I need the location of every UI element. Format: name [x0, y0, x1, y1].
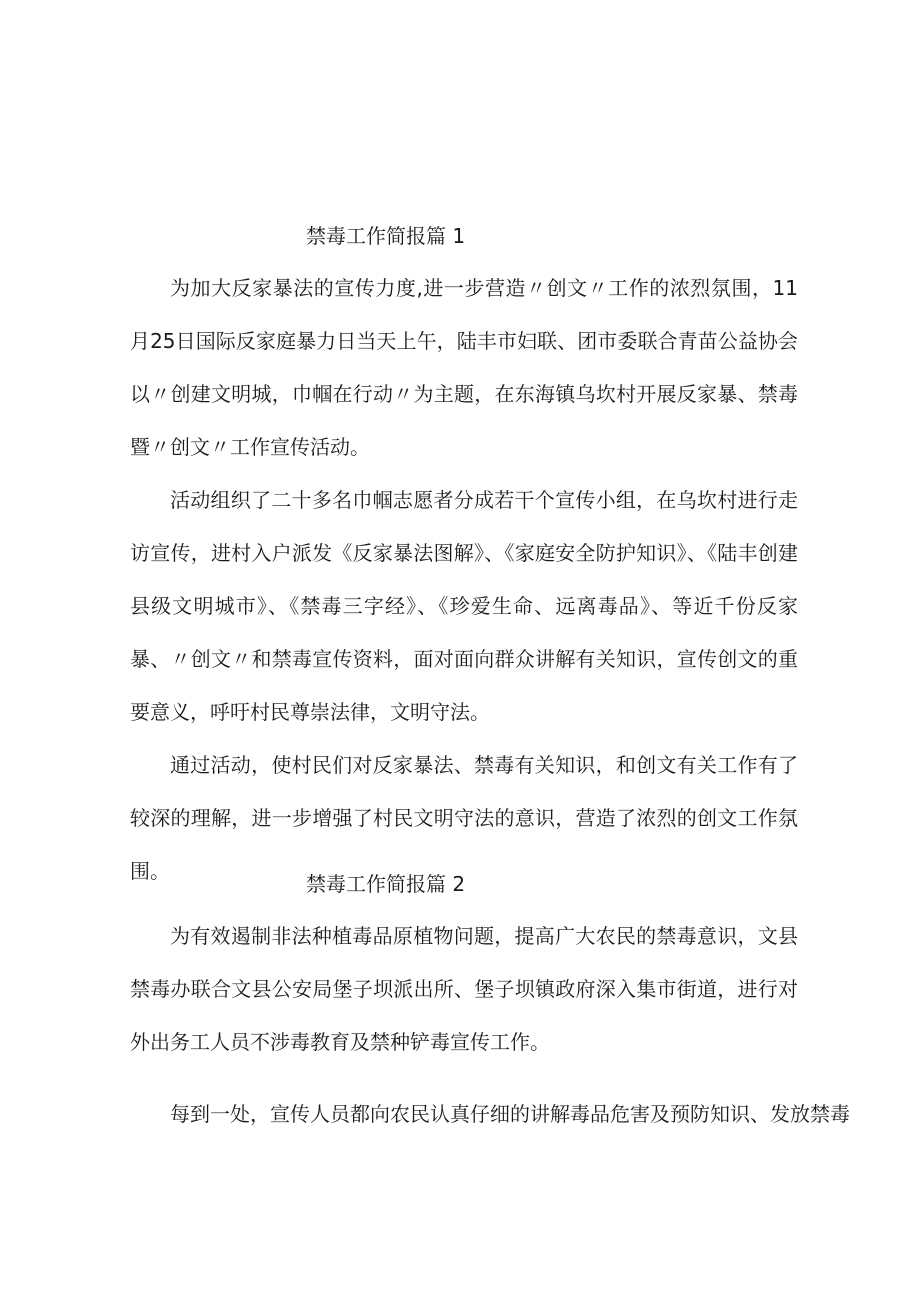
- section-2-paragraph-1: 为有效遏制非法种植毒品原植物问题，提高广大农民的禁毒意识，文县禁毒办联合文县公安局堡子坝派出所、堡子坝镇政府深入集市街道，进行对外出务工人员不涉毒教育及禁种铲毒宣传工作。: [130, 924, 798, 1054]
- section-1-paragraph-2: 活动组织了二十多名巾帼志愿者分成若干个宣传小组，在乌坎村进行走访宣传，进村入户派发《反家暴法图解》、《家庭安全防护知识》、《陆丰创建县级文明城市》、《禁毒三字经》、《珍爱生命、远离毒品》、等近千份反家暴、〃创文〃和禁毒宣传资料，面对面向群众讲解有关知识，宣传创文的重要意义，呼吁村民尊崇法律，文明守法。: [130, 488, 798, 724]
- section-2-paragraph-2: 每到一处，宣传人员都向农民认真仔细的讲解毒品危害及预防知识、发放禁毒: [170, 1102, 850, 1126]
- section-1-paragraph-3: 通过活动，使村民们对反家暴法、禁毒有关知识，和创文有关工作有了较深的理解，进一步增强了村民文明守法的意识，营造了浓烈的创文工作氛围。: [130, 753, 798, 883]
- section-1-title: 禁毒工作简报篇 1: [306, 224, 466, 248]
- section-1-paragraph-1: 为加大反家暴法的宣传力度,进一步营造〃创文〃工作的浓烈氛围，11月25日国际反家庭暴力日当天上午，陆丰市妇联、团市委联合青苗公益协会以〃创建文明城，巾帼在行动〃为主题，在东海镇乌坎村开展反家暴、禁毒暨〃创文〃工作宣传活动。: [130, 276, 798, 459]
- section-2-title: 禁毒工作简报篇 2: [306, 872, 466, 896]
